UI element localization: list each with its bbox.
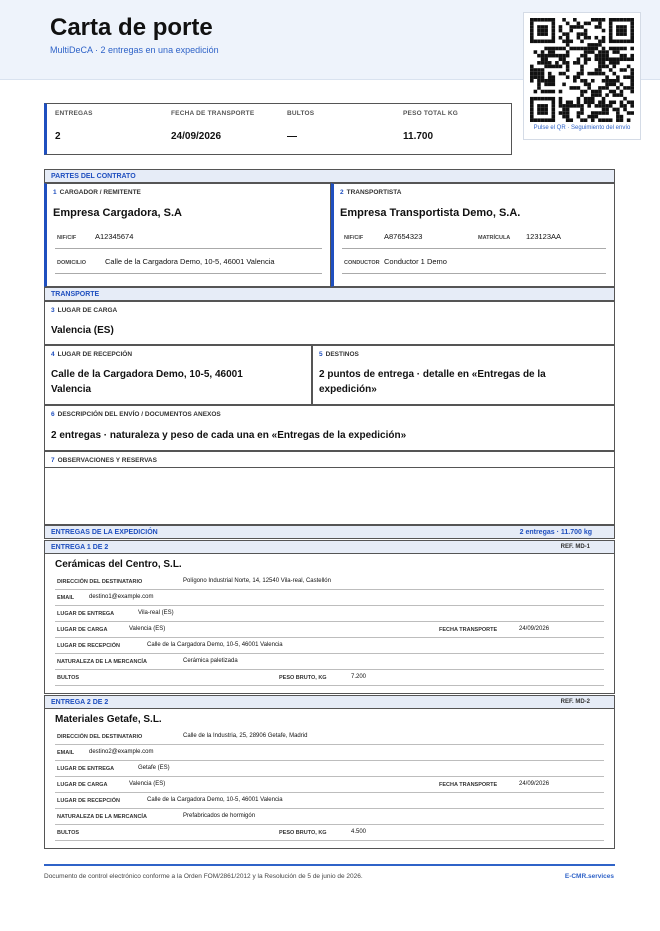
section-deliveries: [44, 525, 615, 539]
summary-value: 24/09/2026: [171, 131, 222, 142]
summary-label: BULTOS: [287, 110, 315, 117]
section-transport: TRANSPORTE: [44, 287, 615, 301]
carrier-label: 2 TRANSPORTISTA: [340, 189, 402, 196]
carrier-nif: NIF/CIF A87654323: [344, 232, 423, 241]
delivery-2-reception-row: LUGAR DE RECEPCIÓN Calle de la Cargadora Demo, 10-5, 46001 Valencia: [55, 793, 604, 809]
delivery-1-address-row: DIRECCIÓN DEL DESTINATARIO Polígono Industrial Norte, 14, 12540 Vila-real, Castellón: [55, 574, 604, 590]
carrier-plate: MATRÍCULA 123123AA: [478, 232, 562, 241]
description-value: 2 entregas · naturaleza y peso de cada una en «Entregas de la expedición»: [51, 430, 407, 441]
reception-place-line2: Valencia: [51, 384, 92, 395]
divider: [342, 273, 606, 274]
delivery-2-packages-row: BULTOS PESO BRUTO, KG 4.500: [55, 825, 604, 841]
destinations-line1: 2 puntos de entrega · detalle en «Entregas de la: [319, 369, 546, 380]
document-subtitle: MultiDeCA · 2 entregas en una expedición: [50, 45, 219, 55]
carrier-name: Empresa Transportista Demo, S.A.: [340, 207, 521, 219]
loading-place-label: 3 LUGAR DE CARGA: [51, 307, 118, 314]
document-title: Carta de porte: [50, 14, 213, 41]
delivery-2-goods-row: NATURALEZA DE LA MERCANCÍA Prefabricados de hormigón: [55, 809, 604, 825]
divider: [55, 248, 322, 249]
section-contract-parties: PARTES DEL CONTRATO: [44, 169, 615, 183]
shipper-address: DOMICILIO Calle de la Cargadora Demo, 10-5, 46001 Valencia: [57, 257, 275, 266]
summary-date: [163, 104, 279, 154]
remarks-label: 7 OBSERVACIONES Y RESERVAS: [51, 457, 157, 464]
qr-code[interactable]: [523, 12, 641, 140]
carrier-driver: CONDUCTOR Conductor 1 Demo: [344, 257, 447, 266]
remarks-box: [44, 451, 615, 525]
delivery-1-title: ENTREGA 1 DE 2: [51, 544, 109, 551]
delivery-1-ref: REF. MD-1: [560, 544, 590, 550]
summary-value: —: [287, 131, 297, 142]
delivery-2-loading-row: LUGAR DE CARGA Valencia (ES) FECHA TRANSPORTE 24/09/2026: [55, 777, 604, 793]
delivery-2-title: ENTREGA 2 DE 2: [51, 699, 109, 706]
delivery-1-header: [44, 540, 615, 554]
delivery-2-ref: REF. MD-2: [560, 699, 590, 705]
shipper-nif: NIF/CIF A12345674: [57, 232, 134, 241]
description-label: 6 DESCRIPCIÓN DEL ENVÍO / DOCUMENTOS ANEXOS: [51, 411, 221, 418]
deliveries-summary: 2 entregas · 11.700 kg: [519, 529, 592, 536]
shipper-label: 1 CARGADOR / REMITENTE: [53, 189, 141, 196]
delivery-2-delivery-place-row: LUGAR DE ENTREGA Getafe (ES): [55, 761, 604, 777]
delivery-1-loading-row: LUGAR DE CARGA Valencia (ES) FECHA TRANSPORTE 24/09/2026: [55, 622, 604, 638]
delivery-1-reception-row: LUGAR DE RECEPCIÓN Calle de la Cargadora Demo, 10-5, 46001 Valencia: [55, 638, 604, 654]
qr-code-image[interactable]: [530, 18, 634, 122]
description-box: [44, 405, 615, 451]
summary-label: ENTREGAS: [55, 110, 93, 117]
summary-label: PESO TOTAL KG: [403, 110, 458, 117]
delivery-1-recipient: Cerámicas del Centro, S.L.: [55, 559, 182, 570]
shipper-name: Empresa Cargadora, S.A: [53, 207, 182, 219]
qr-caption: Pulse el QR · Seguimiento del envío: [533, 125, 631, 131]
delivery-1-email-row: EMAIL destino1@example.com: [55, 590, 604, 606]
summary-value: 2: [55, 131, 61, 142]
destinations-label: 5 DESTINOS: [319, 351, 359, 358]
divider: [342, 248, 606, 249]
summary-deliveries: [47, 104, 163, 154]
delivery-1-goods-row: NATURALEZA DE LA MERCANCÍA Cerámica paletizada: [55, 654, 604, 670]
destinations-line2: expedición»: [319, 384, 377, 395]
delivery-2-address-row: DIRECCIÓN DEL DESTINATARIO Calle de la Industria, 25, 28906 Getafe, Madrid: [55, 729, 604, 745]
delivery-2-header: [44, 695, 615, 709]
reception-place-line1: Calle de la Cargadora Demo, 10-5, 46001: [51, 369, 243, 380]
reception-place-box: [44, 345, 312, 405]
summary-value: 11.700: [403, 131, 434, 142]
deliveries-title: ENTREGAS DE LA EXPEDICIÓN: [51, 529, 158, 536]
delivery-1-box: [44, 554, 615, 694]
delivery-2-box: [44, 709, 615, 849]
divider: [45, 467, 614, 468]
loading-place-box: [44, 301, 615, 345]
loading-place-value: Valencia (ES): [51, 325, 114, 336]
summary-label: FECHA DE TRANSPORTE: [171, 110, 255, 117]
destinations-box: [312, 345, 615, 405]
delivery-1-delivery-place-row: LUGAR DE ENTREGA Vila-real (ES): [55, 606, 604, 622]
summary-weight: [395, 104, 511, 154]
reception-place-label: 4 LUGAR DE RECEPCIÓN: [51, 351, 133, 358]
delivery-2-recipient: Materiales Getafe, S.L.: [55, 714, 162, 725]
shipper-box: [44, 183, 331, 287]
footer-legal-text: Documento de control electrónico conforme a la Orden FOM/2861/2012 y la Resolución de 5 de junio de 2026.: [44, 873, 363, 880]
footer-brand-link[interactable]: E-CMR.services: [564, 873, 614, 880]
carrier-box: [331, 183, 615, 287]
summary-packages: [279, 104, 395, 154]
delivery-1-packages-row: BULTOS PESO BRUTO, KG 7.200: [55, 670, 604, 686]
footer-divider: [44, 864, 615, 866]
divider: [55, 273, 322, 274]
delivery-2-email-row: EMAIL destino2@example.com: [55, 745, 604, 761]
summary-bar: [44, 103, 512, 155]
